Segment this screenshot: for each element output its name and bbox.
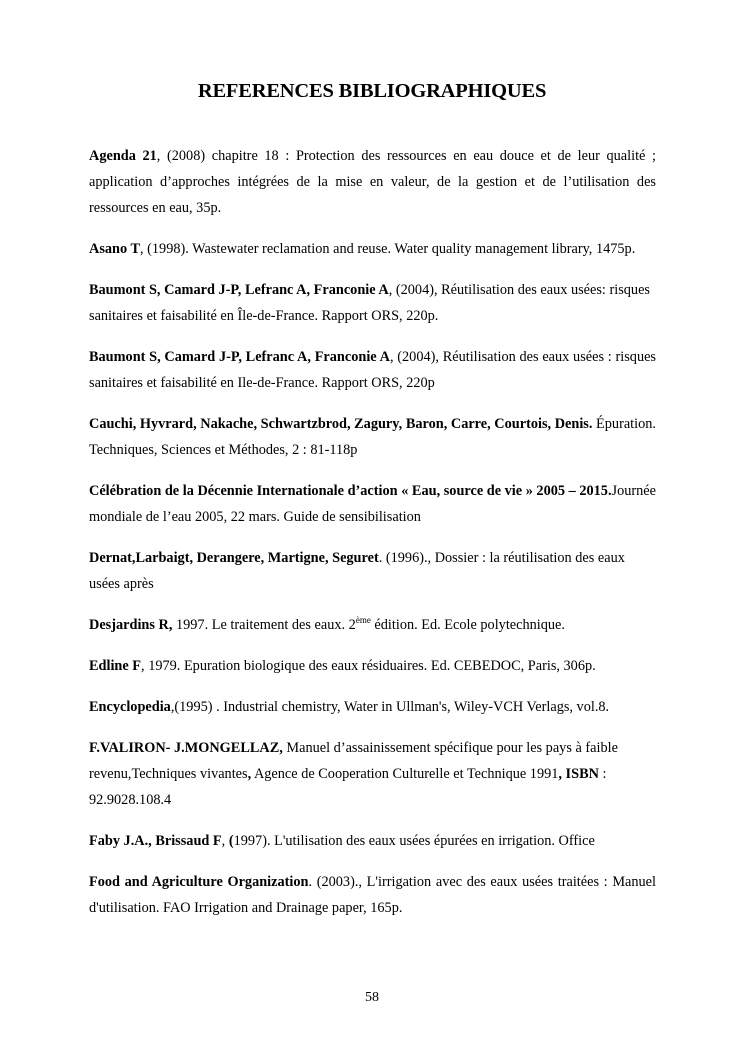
reference-text-mid: Agence de Cooperation Culturelle et Technique 1991: [251, 766, 559, 782]
reference-author: Encyclopedia: [89, 699, 171, 715]
reference-text-after: édition. Ed. Ecole polytechnique.: [370, 617, 565, 633]
reference-bold-punct: (: [228, 833, 234, 849]
reference-text: Épuration. Techniques, Sciences et Méthodes, 2 : 81-118p: [89, 416, 656, 458]
reference-item: [89, 828, 656, 854]
reference-text-after: 1997). L'utilisation des eaux usées épurées en irrigation. Office: [233, 833, 595, 849]
reference-author: Edline F: [89, 658, 142, 674]
reference-text: Manuel d’assainissement spécifique pour les pays à faible revenu,Techniques vivantes: [89, 740, 618, 782]
reference-superscript: ème: [355, 615, 371, 625]
page-title: REFERENCES BIBLIOGRAPHIQUES: [197, 80, 547, 102]
reference-author: Agenda 21: [89, 148, 157, 164]
reference-item: [89, 869, 656, 921]
reference-item: [89, 277, 656, 329]
reference-item: [89, 612, 656, 638]
reference-bold-punct: ,: [247, 766, 252, 782]
reference-text: ,: [221, 833, 229, 849]
reference-item: [89, 236, 656, 262]
reference-item: [89, 694, 656, 720]
reference-author: Desjardins R,: [89, 617, 173, 633]
reference-author: Cauchi, Hyvrard, Nakache, Schwartzbrod, Zagury, Baron, Carre, Courtois, Denis.: [89, 416, 593, 432]
reference-text-after: : 92.9028.108.4: [89, 766, 607, 808]
reference-author: Baumont S, Camard J-P, Lefranc A, Franconie A: [89, 349, 390, 365]
reference-author: Faby J.A., Brissaud F: [89, 833, 222, 849]
reference-text: , (2004), Réutilisation des eaux usées : risques sanitaires et faisabilité en Ile-de-France. Rapport ORS, 220p: [89, 349, 656, 391]
reference-text: . (2003)., L'irrigation avec des eaux usées traitées : Manuel d'utilisation. FAO Irrigation and Drainage paper, 165p.: [89, 874, 657, 916]
reference-author: Baumont S, Camard J-P, Lefranc A, Franconie A: [89, 282, 389, 298]
reference-author: Asano T: [89, 241, 140, 257]
reference-text: ,(1995) . Industrial chemistry, Water in Ullman's, Wiley-VCH Verlags, vol.8.: [170, 699, 610, 715]
reference-list: [89, 143, 656, 936]
reference-text: 1997. Le traitement des eaux. 2: [172, 617, 356, 633]
reference-item: [89, 545, 656, 597]
reference-author: Célébration de la Décennie Internationale d’action « Eau, source de vie » 2005 – 2015.: [89, 483, 612, 499]
reference-author: Food and Agriculture Organization: [89, 874, 309, 890]
page-number: 58: [365, 990, 379, 1005]
reference-author: F.VALIRON- J.MONGELLAZ,: [89, 740, 283, 756]
reference-item: [89, 478, 656, 530]
reference-item: [89, 143, 656, 221]
reference-text: , (2004), Réutilisation des eaux usées: risques sanitaires et faisabilité en Île-de-France. Rapport ORS, 220p.: [89, 282, 650, 324]
reference-text: . (1996)., Dossier : la réutilisation des eaux usées après: [89, 550, 625, 592]
reference-text: Journée mondiale de l’eau 2005, 22 mars. Guide de sensibilisation: [89, 483, 656, 525]
reference-item: [89, 344, 656, 396]
reference-item: [89, 653, 656, 679]
reference-author: Dernat,Larbaigt, Derangere, Martigne, Seguret: [89, 550, 379, 566]
reference-text: , (2008) chapitre 18 : Protection des ressources en eau douce et de leur qualité ; application d’approches intégrées de la mise en valeur, de la gestion et de l’utilisation des ressources en eau, 35p.: [89, 148, 656, 216]
reference-item: [89, 735, 656, 813]
reference-bold-isbn: , ISBN: [558, 766, 599, 782]
reference-text: , (1998). Wastewater reclamation and reuse. Water quality management library, 1475p.: [140, 241, 636, 257]
reference-item: [89, 411, 656, 463]
reference-text: , 1979. Epuration biologique des eaux résiduaires. Ed. CEBEDOC, Paris, 306p.: [141, 658, 596, 674]
